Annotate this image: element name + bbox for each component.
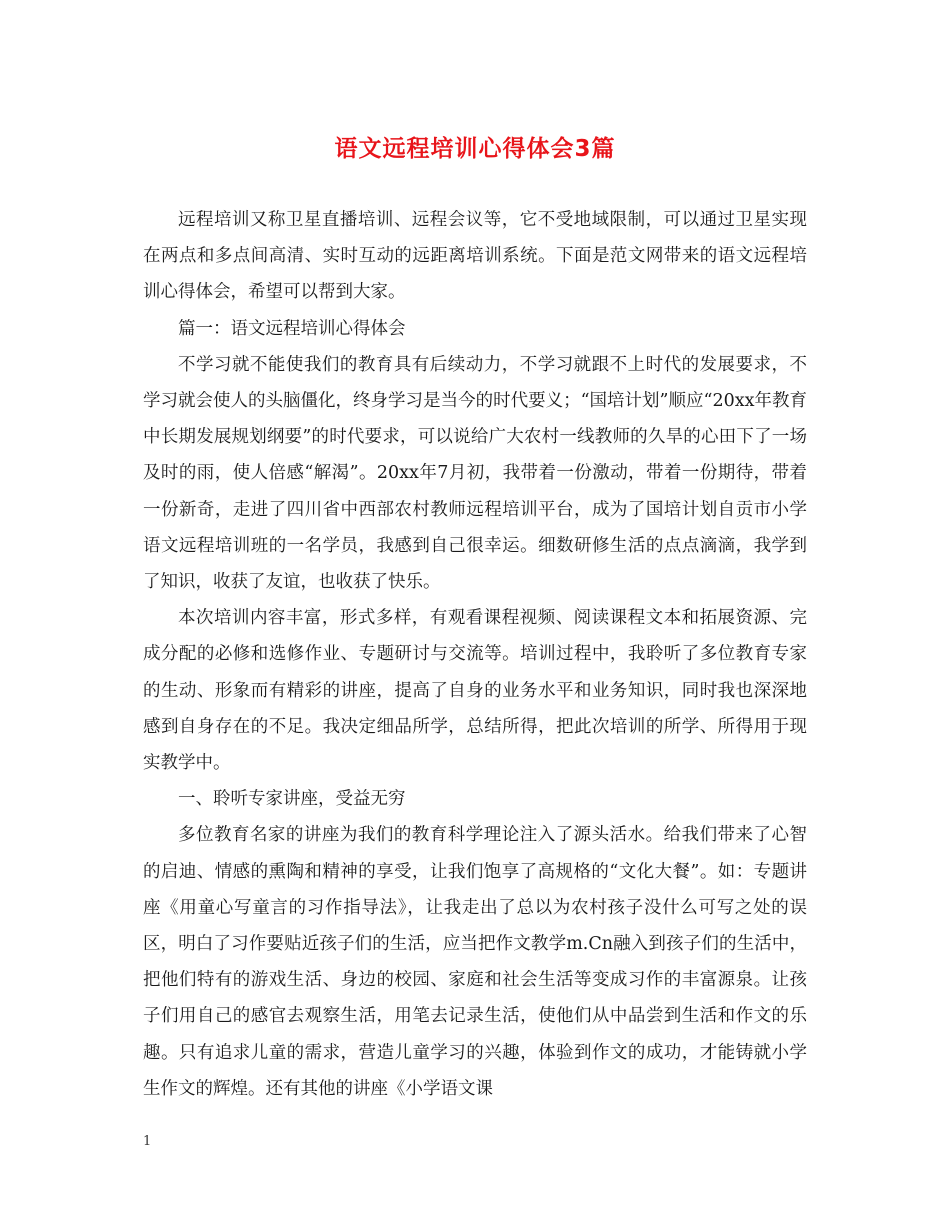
document-body bbox=[143, 202, 807, 1107]
paragraph-expert-lectures: 多位教育名家的讲座为我们的教育科学理论注入了源头活水。给我们带来了心智的启迪、情感的熏陶和精神的享受，让我们饱享了高规格的“文化大餐”。如：专题讲座《用童心写童言的习作指导法》，让我走出了总以为农村孩子没什么可写之处的误区，明白了习作要贴近孩子们的生活，应当把作文教学m.Cn融入到孩子们的生活中，把他们特有的游戏生活、身边的校园、家庭和社会生活等变成习作的丰富源泉。让孩子们用自己的感官去观察生活，用笔去记录生活，使他们从中品尝到生活和作文的乐趣。只有追求儿童的需求，营造儿童学习的兴趣，体验到作文的成功，才能铸就小学生作文的辉煌。还有其他的讲座《小学语文课 bbox=[143, 825, 807, 1099]
document-title: 语文远程培训心得体会3篇 bbox=[334, 136, 616, 162]
section-heading-expert-lectures: 一、聆听专家讲座，受益无穷 bbox=[178, 789, 406, 810]
paragraph-lifelong-learning: 不学习就不能使我们的教育具有后续动力，不学习就跟不上时代的发展要求，不学习就会使人的头脑僵化，终身学习是当今的时代要义；“国培计划”顺应“20xx年教育中长期发展规划纲要”的时代要求，可以说给广大农村一线教师的久旱的心田下了一场及时的雨，使人倍感“解渴”。20xx年7月初，我带着一份激动，带着一份期待，带着一份新奇，走进了四川省中西部农村教师远程培训平台，成为了国培计划自贡市小学语文远程培训班的一名学员，我感到自己很幸运。细数研修生活的点点滴滴，我学到了知识，收获了友谊，也收获了快乐。 bbox=[143, 354, 807, 593]
paragraph-training-content: 本次培训内容丰富，形式多样，有观看课程视频、阅读课程文本和拓展资源、完成分配的必修和选修作业、专题研讨与交流等。培训过程中，我聆听了多位教育专家的生动、形象而有精彩的讲座，提高了自身的业务水平和业务知识，同时我也深深地感到自身存在的不足。我决定细品所学，总结所得，把此次培训的所学、所得用于现实教学中。 bbox=[143, 608, 807, 774]
section-heading-part-one: 篇一：语文远程培训心得体会 bbox=[178, 318, 406, 339]
page-number: 1 bbox=[143, 1134, 152, 1149]
paragraph-intro: 远程培训又称卫星直播培训、远程会议等，它不受地域限制，可以通过卫星实现在两点和多点间高清、实时互动的远距离培训系统。下面是范文网带来的语文远程培训心得体会，希望可以帮到大家。 bbox=[143, 210, 807, 303]
